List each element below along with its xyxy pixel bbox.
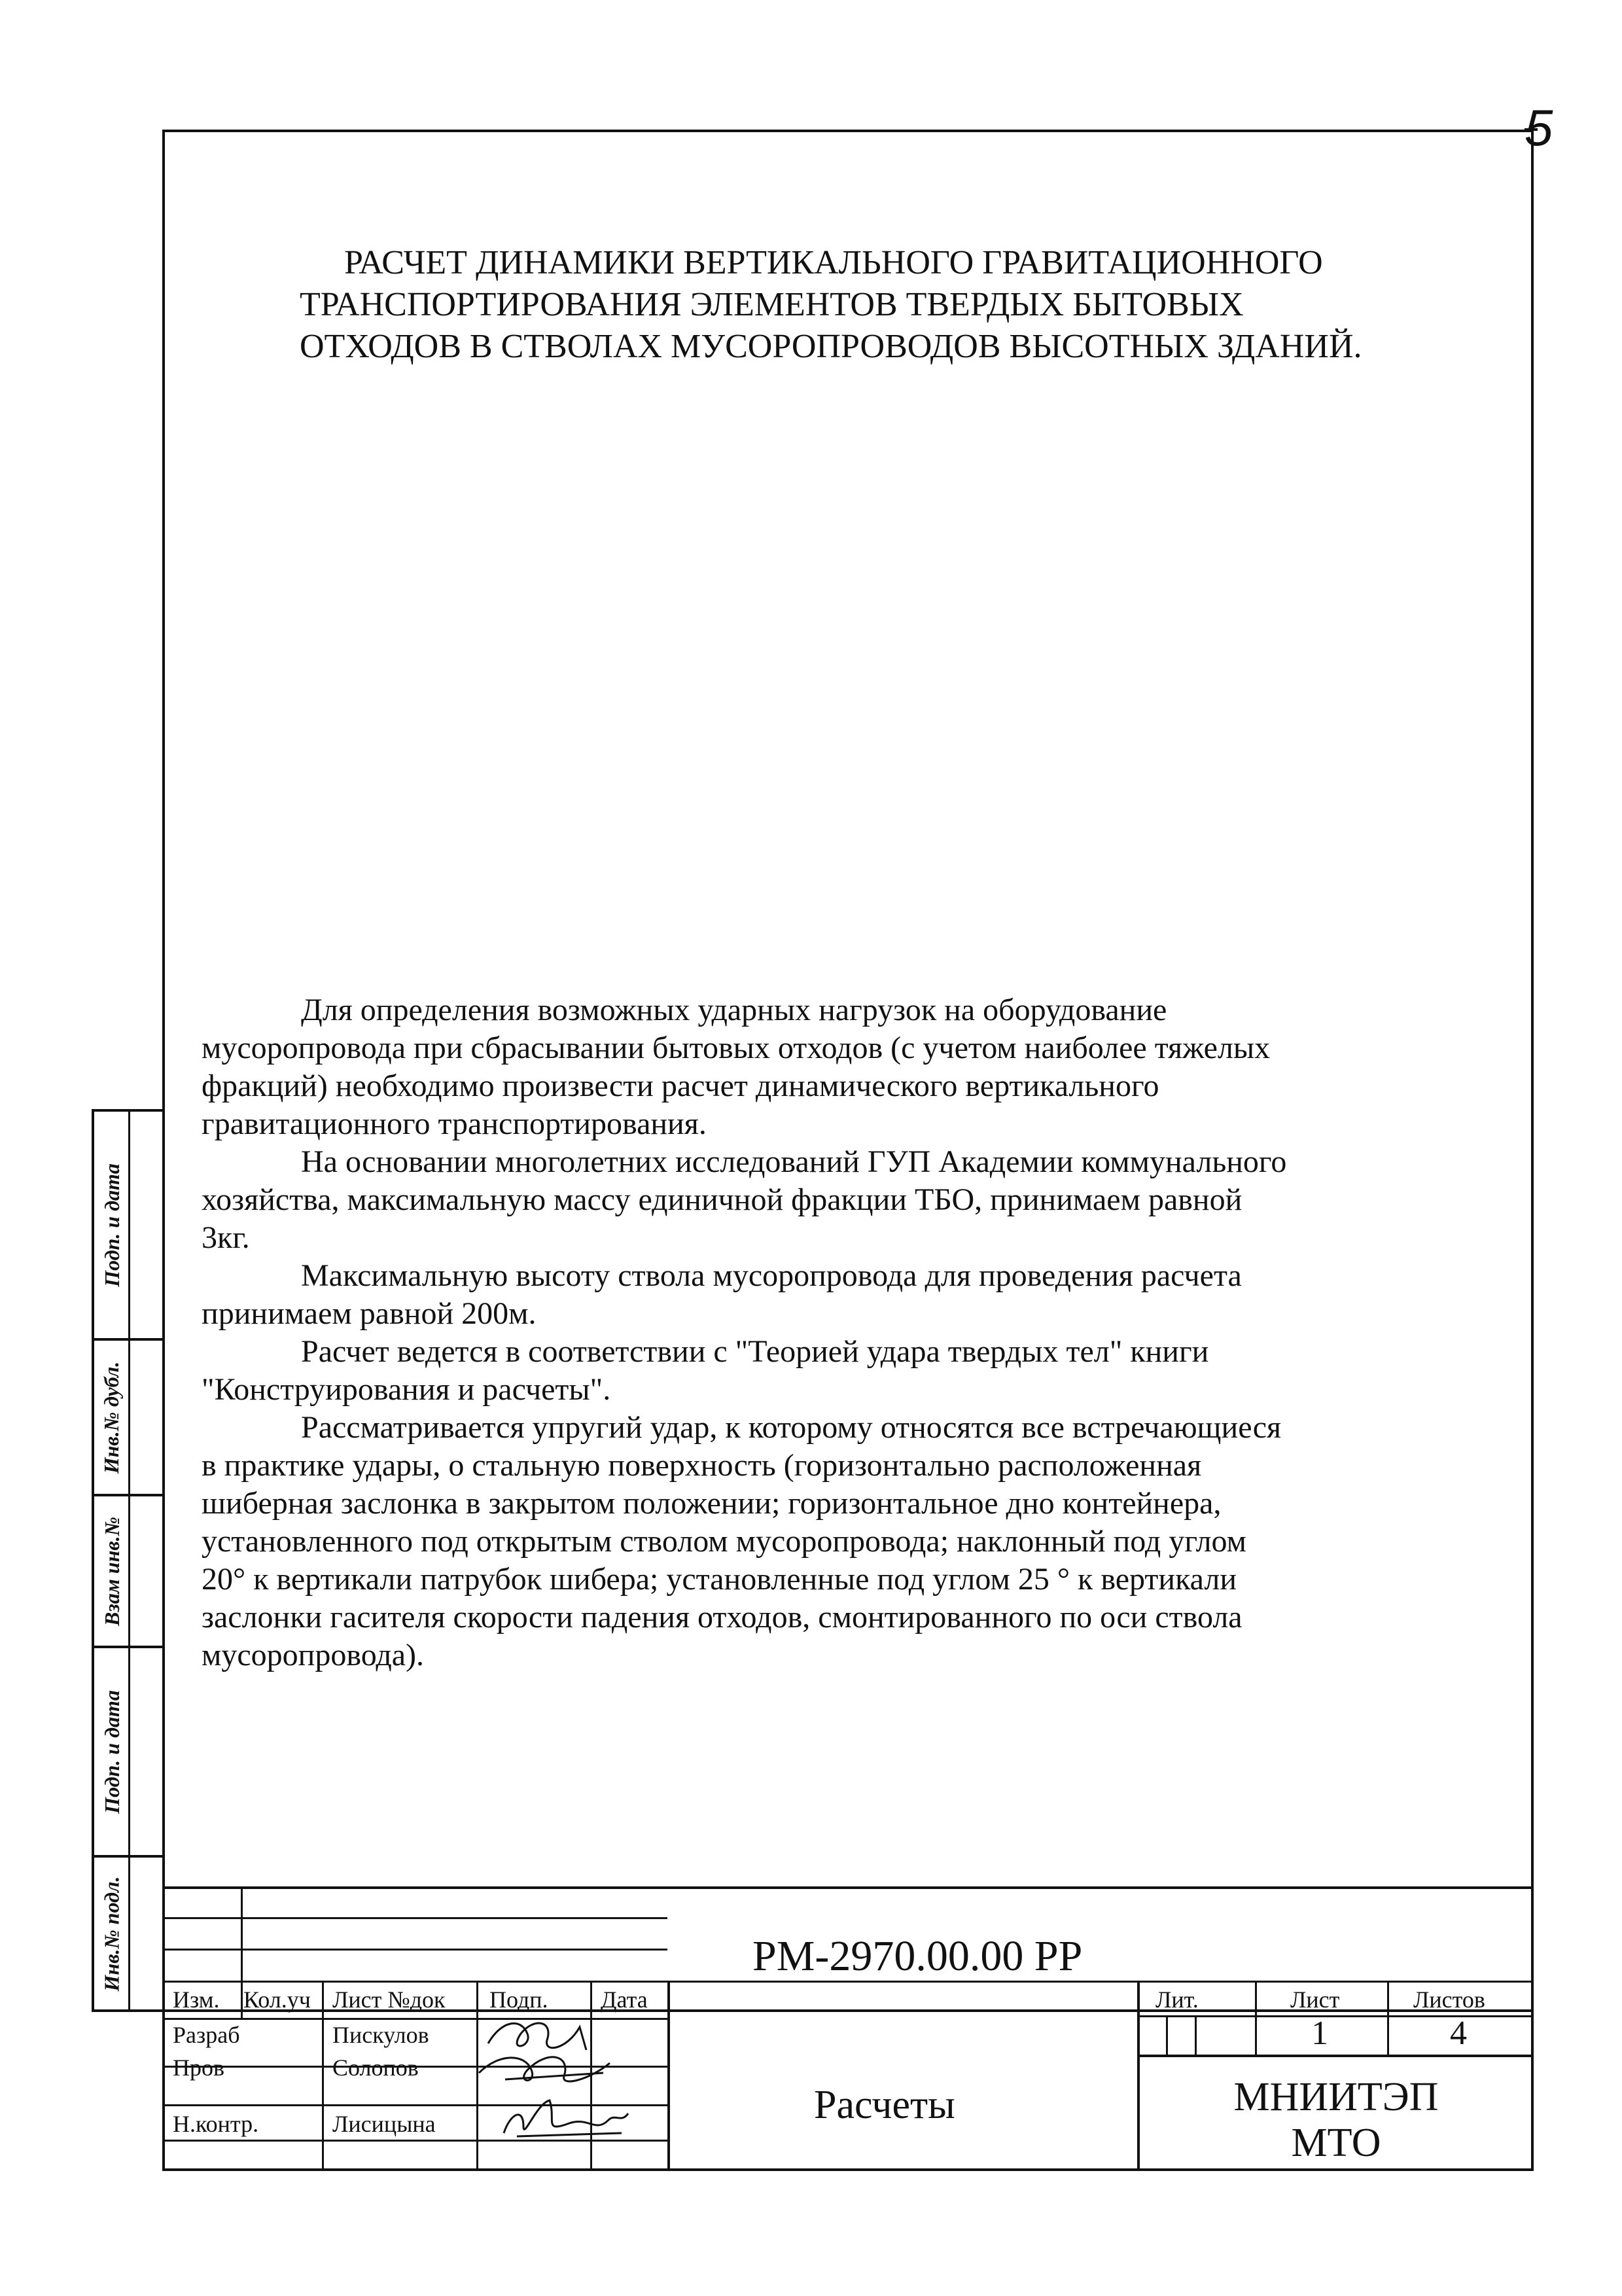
body-line: установленного под открытым стволом мусоропровода; наклонный под углом xyxy=(202,1524,1247,1559)
row-role-n-kontr: Н.контр. xyxy=(173,2111,259,2137)
body-line: в практике удары, о стальную поверхность (горизонтально расположенная xyxy=(202,1448,1202,1483)
side-label-inv-podl: Инв.№ подл. xyxy=(99,1876,124,1991)
side-cell-podp-data-1 xyxy=(94,1112,162,1341)
sheet-value-list: 1 xyxy=(1311,2015,1328,2052)
body-line: шиберная заслонка в закрытом положении; горизонтальное дно контейнера, xyxy=(202,1486,1222,1521)
side-cell-inv-podl xyxy=(94,1858,162,2009)
sheet-value-listov: 4 xyxy=(1450,2015,1467,2052)
label-data: Дата xyxy=(601,1987,648,2013)
document-code-main: РМ-2970.00.00 РР xyxy=(752,1932,1083,1980)
body-line: "Конструирования и расчеты". xyxy=(202,1372,611,1407)
side-cell-podp-data-2 xyxy=(94,1648,162,1858)
title-line-1: РАСЧЕТ ДИНАМИКИ ВЕРТИКАЛЬНОГО ГРАВИТАЦИОННОГО xyxy=(344,244,1323,281)
sheet-header-lit: Лит. xyxy=(1155,1987,1199,2013)
side-label-podp-data-2: Подп. и дата xyxy=(99,1689,124,1814)
body-line: Рассматривается упругий удар, к которому относятся все встречающиеся xyxy=(301,1410,1282,1445)
side-label-podp-data-1: Подп. и дата xyxy=(99,1163,124,1287)
row-role-prov: Пров xyxy=(173,2055,224,2081)
row-name-razrab: Пискулов xyxy=(332,2022,429,2048)
document-title xyxy=(196,242,1505,368)
side-stamp xyxy=(92,1109,165,2012)
page-number: 5 xyxy=(1525,99,1553,156)
body-line: фракций) необходимо произвести расчет динамического вертикального xyxy=(202,1069,1159,1103)
sheet-header-listov: Листов xyxy=(1413,1987,1485,2013)
sheet-header-list: Лист xyxy=(1290,1987,1340,2013)
row-role-razrab: Разраб xyxy=(173,2022,240,2048)
side-label-vzam-inv: Взам инв.№ xyxy=(99,1516,124,1626)
row-name-prov: Солопов xyxy=(332,2055,419,2081)
signature-n-kontr xyxy=(497,2094,635,2146)
body-line: гравитационного транспортирования. xyxy=(202,1106,707,1141)
side-cell-inv-dubl xyxy=(94,1341,162,1496)
title-line-2: ТРАНСПОРТИРОВАНИЯ ЭЛЕМЕНТОВ ТВЕРДЫХ БЫТОВЫХ xyxy=(300,286,1244,323)
title-line-3: ОТХОДОВ В СТВОЛАХ МУСОРОПРОВОДОВ ВЫСОТНЫХ ЗДАНИЙ. xyxy=(300,328,1362,365)
body-line: мусоропровода при сбрасывании бытовых отходов (с учетом наиболее тяжелых xyxy=(202,1031,1271,1065)
signature-prov xyxy=(472,2047,623,2093)
label-podp: Подп. xyxy=(489,1987,548,2013)
body-line: На основании многолетних исследований ГУП Академии коммунального xyxy=(301,1144,1287,1179)
row-name-n-kontr: Лисицына xyxy=(332,2111,436,2137)
body-line: 20° к вертикали патрубок шибера; установленные под углом 25 ° к вертикали xyxy=(202,1562,1237,1597)
organization-line-1: МНИИТЭП xyxy=(1233,2075,1439,2119)
body-line: мусоропровода). xyxy=(202,1638,425,1672)
document-body xyxy=(202,991,1504,1674)
body-line: Максимальную высоту ствола мусоропровода для проведения расчета xyxy=(301,1258,1242,1293)
body-line: 3кг. xyxy=(202,1220,250,1255)
body-line: хозяйства, максимальную массу единичной фракции ТБО, принимаем равной xyxy=(202,1182,1243,1217)
body-line: заслонки гасителя скорости падения отходов, смонтированного по оси ствола xyxy=(202,1600,1243,1634)
side-cell-vzam-inv xyxy=(94,1496,162,1648)
label-izm: Изм. xyxy=(173,1987,220,2013)
label-kol-uch: Кол.уч xyxy=(243,1987,311,2013)
body-line: Расчет ведется в соответствии с "Теорией удара твердых тел" книги xyxy=(301,1334,1209,1369)
label-list-n-dok: Лист №док xyxy=(332,1987,446,2013)
body-line: Для определения возможных ударных нагрузок на оборудование xyxy=(301,993,1167,1027)
document-subject: Расчеты xyxy=(814,2083,955,2127)
side-label-inv-dubl: Инв.№ дубл. xyxy=(99,1361,124,1474)
organization xyxy=(1140,2074,1532,2166)
organization-line-2: МТО xyxy=(1291,2121,1381,2165)
body-line: принимаем равной 200м. xyxy=(202,1296,537,1331)
